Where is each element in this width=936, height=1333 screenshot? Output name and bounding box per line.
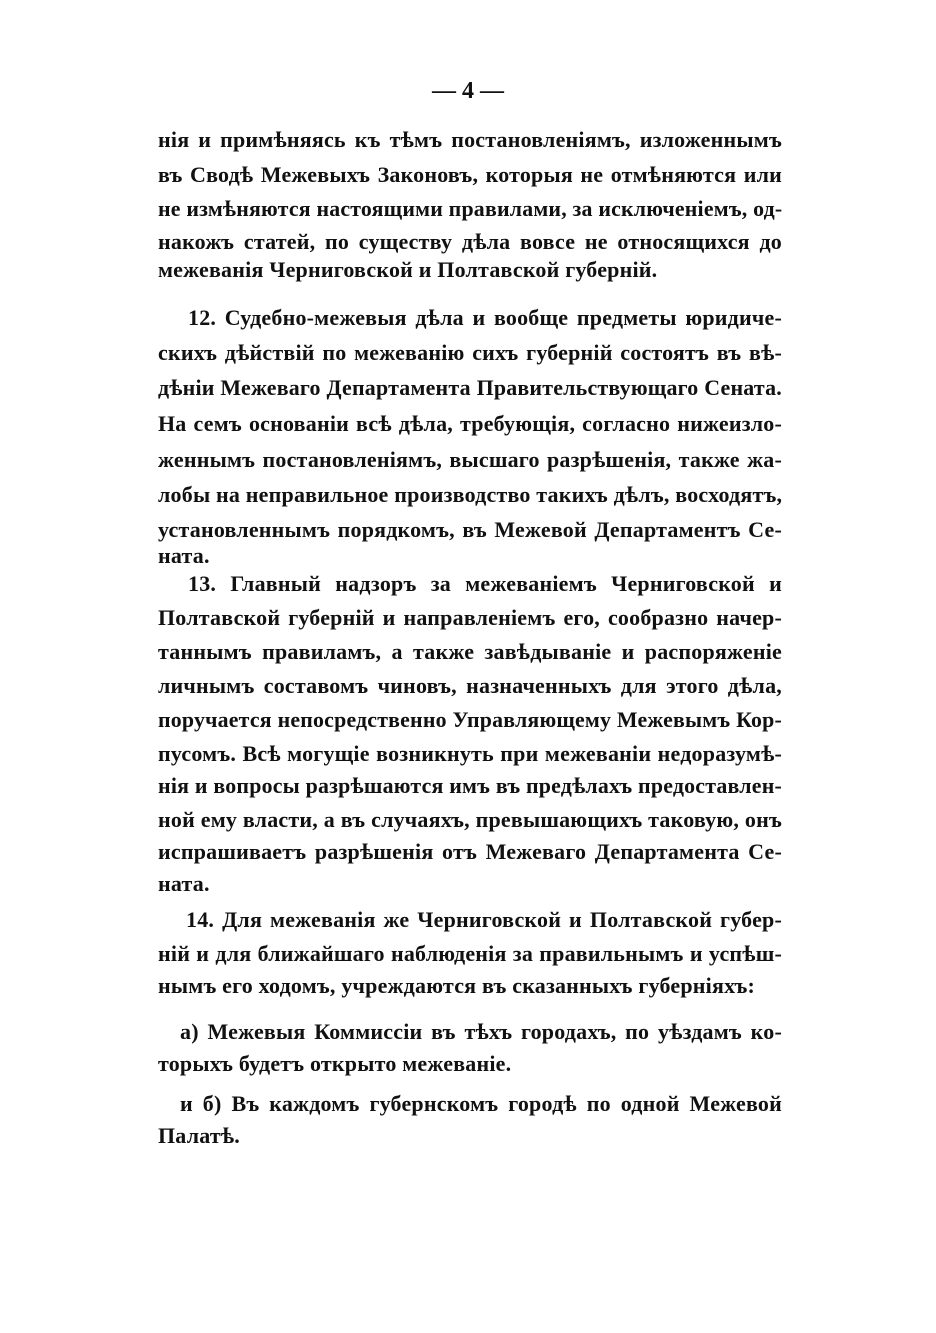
text-line: въ Сводѣ Межевыхъ Законовъ, которыя не отмѣняются или — [158, 162, 782, 187]
text-line: а) Межевыя Коммиссіи въ тѣхъ городахъ, по уѣздамъ ко- — [180, 1019, 782, 1044]
text-line: установленнымъ порядкомъ, въ Межевой Департаментъ Се- — [158, 517, 782, 542]
text-line: поручается непосредственно Управляющему Межевымъ Кор- — [158, 707, 782, 732]
text-line: нія и вопросы разрѣшаются имъ въ предѣлахъ предоставлен- — [158, 773, 782, 798]
text-line: личнымъ составомъ чиновъ, назначенныхъ для этого дѣла, — [158, 673, 782, 698]
text-line: накожъ статей, по существу дѣла вовсе не относящихся до — [158, 229, 782, 254]
text-line: На семъ основаніи всѣ дѣла, требующія, согласно нижеизло- — [158, 411, 782, 436]
text-line: скихъ дѣйствій по межеванію сихъ губерній состоятъ въ вѣ- — [158, 340, 782, 365]
text-line: торыхъ будетъ открыто межеваніе. — [158, 1051, 512, 1076]
text-line: ній и для ближайшаго наблюденія за правильнымъ и успѣш- — [158, 941, 782, 966]
text-line: нія и примѣняясь къ тѣмъ постановленіямъ, изложеннымъ — [158, 127, 782, 152]
text-line: лобы на неправильное производство такихъ дѣлъ, восходятъ, — [158, 482, 783, 507]
text-line: 13. Главный надзоръ за межеваніемъ Черниговской и — [188, 571, 782, 596]
text-line: таннымъ правиламъ, а также завѣдываніе и распоряженіе — [158, 639, 782, 664]
text-line: пусомъ. Всѣ могущіе возникнуть при межеваніи недоразумѣ- — [158, 741, 782, 766]
text-line: 14. Для межеванія же Черниговской и Полтавской губер- — [186, 907, 782, 932]
text-line: 12. Судебно-межевыя дѣла и вообще предметы юридиче- — [188, 305, 782, 330]
text-line: не измѣняются настоящими правилами, за исключеніемъ, од- — [158, 196, 783, 221]
text-line: ната. — [158, 543, 210, 568]
text-line: ной ему власти, а въ случаяхъ, превышающихъ таковую, онъ — [158, 807, 782, 832]
text-line: Палатѣ. — [158, 1123, 240, 1148]
text-line: Полтавской губерній и направленіемъ его, сообразно начер- — [158, 605, 782, 630]
text-line: нымъ его ходомъ, учреждаются въ сказанныхъ губерніяхъ: — [158, 973, 756, 998]
page-number: — 4 — — [432, 78, 504, 104]
text-line: и б) Въ каждомъ губернскомъ городѣ по одной Межевой — [180, 1091, 782, 1116]
text-line: испрашиваетъ разрѣшенія отъ Межеваго Департамента Се- — [158, 839, 782, 864]
text-line: ната. — [158, 871, 210, 896]
text-line: дѣніи Межеваго Департамента Правительствующаго Сената. — [158, 375, 782, 400]
text-line: межеванія Черниговской и Полтавской губерній. — [158, 257, 658, 282]
text-line: женнымъ постановленіямъ, высшаго разрѣшенія, также жа- — [158, 447, 782, 472]
